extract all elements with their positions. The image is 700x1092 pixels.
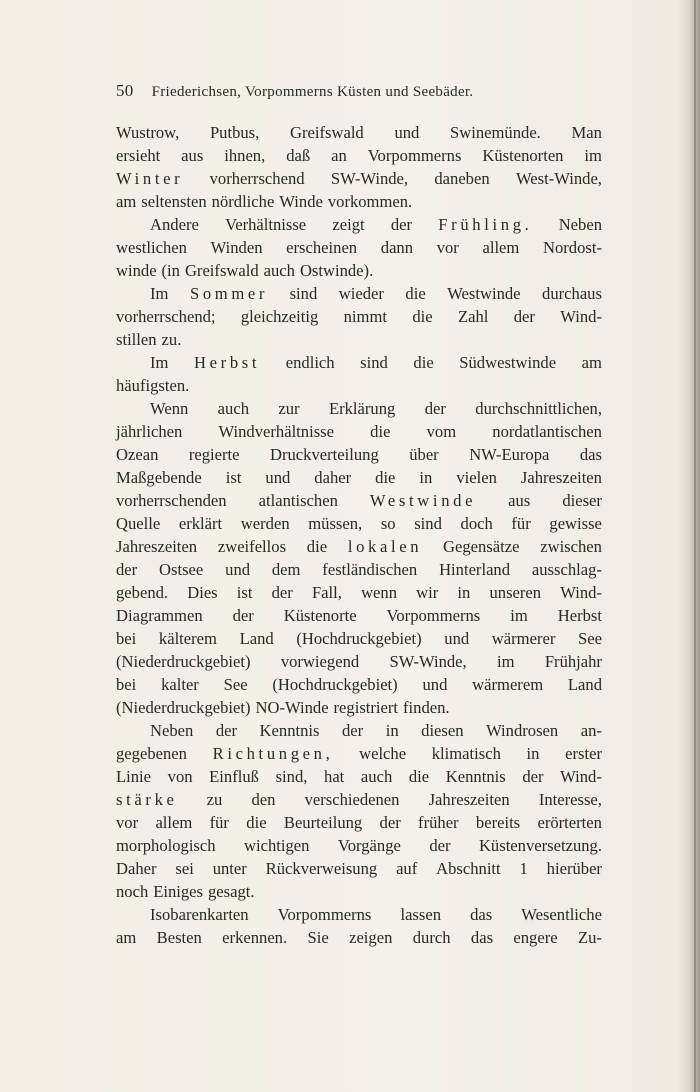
word: Abschnitt xyxy=(436,859,501,878)
word: wir xyxy=(416,583,439,602)
text-line xyxy=(116,443,602,466)
word: das xyxy=(470,928,494,947)
text-line xyxy=(116,903,602,926)
word: Herbst xyxy=(557,606,602,625)
word: vielen xyxy=(456,468,497,487)
word: vor xyxy=(436,238,459,257)
word: auch xyxy=(217,399,249,418)
word: auch xyxy=(263,261,295,280)
word: erkennen. xyxy=(222,928,288,947)
text-line xyxy=(116,121,602,144)
word: Rückverweisung xyxy=(265,859,378,878)
word: unter xyxy=(212,859,247,878)
word: Dies xyxy=(187,583,218,602)
text-line xyxy=(116,282,602,305)
text-line xyxy=(116,236,602,259)
word: der xyxy=(271,583,293,602)
word: See xyxy=(223,675,248,694)
word: die xyxy=(246,813,267,832)
word: und xyxy=(265,468,291,487)
word: müssen, xyxy=(308,514,363,533)
text-line xyxy=(116,512,602,535)
word: Verhältnisse xyxy=(225,215,307,234)
word: lassen xyxy=(400,905,442,924)
word: Einfluß xyxy=(209,767,259,786)
word: Westwinde xyxy=(369,491,477,510)
word: allem xyxy=(155,813,193,832)
word: durchaus xyxy=(542,284,602,303)
word: der xyxy=(341,721,364,740)
word: das xyxy=(470,905,493,924)
text-line xyxy=(116,650,602,673)
word: Ostsee xyxy=(159,560,204,579)
word: der xyxy=(429,836,451,855)
text-line xyxy=(116,190,602,213)
word: der xyxy=(522,767,544,786)
word: sind, xyxy=(275,767,308,786)
word: Swinemünde. xyxy=(450,123,541,142)
word: Vorpommerns xyxy=(367,146,462,165)
word: Andere xyxy=(150,215,199,234)
word: See xyxy=(577,629,602,648)
word: nimmt xyxy=(343,307,387,326)
text-line xyxy=(116,788,602,811)
word: West-Winde, xyxy=(515,169,602,188)
word: (in xyxy=(161,261,180,280)
word: zeigen xyxy=(349,928,393,947)
word: (Hochdruckgebiet) xyxy=(272,675,398,694)
word: stillen xyxy=(116,330,157,349)
word: im xyxy=(584,146,602,165)
body-text xyxy=(116,121,602,949)
word: Wesentliche xyxy=(521,905,602,924)
word: hat xyxy=(324,767,345,786)
word: an xyxy=(331,146,347,165)
word: für xyxy=(511,514,531,533)
word: Druckverteilung xyxy=(270,445,379,464)
text-line xyxy=(116,834,602,857)
word: wärmerer xyxy=(491,629,556,648)
word: nordatlantischen xyxy=(492,422,602,441)
word: sind xyxy=(289,284,318,303)
word: noch xyxy=(116,882,149,901)
text-line xyxy=(116,213,602,236)
word: vorkommen. xyxy=(327,192,413,211)
word: der xyxy=(513,307,535,326)
word: bei xyxy=(116,675,137,694)
word: daß xyxy=(286,146,311,165)
word: für xyxy=(209,813,229,832)
text-line xyxy=(116,328,602,351)
word: der xyxy=(116,560,138,579)
word: ausschlag- xyxy=(531,560,602,579)
word: gewisse xyxy=(549,514,602,533)
word: so xyxy=(380,514,396,533)
text-line xyxy=(116,167,602,190)
word: Linie xyxy=(116,767,152,786)
word: vorherrschend xyxy=(209,169,305,188)
word: Wind- xyxy=(560,767,602,786)
word: engere xyxy=(513,928,558,947)
word: die xyxy=(412,307,433,326)
word: die xyxy=(408,767,430,786)
word: (Niederdruckgebiet) xyxy=(116,698,251,717)
word: lokalen xyxy=(347,537,423,556)
word: in xyxy=(419,468,433,487)
page-header xyxy=(116,81,536,103)
word: durch xyxy=(412,928,451,947)
word: erscheinen xyxy=(286,238,358,257)
word: wieder xyxy=(338,284,384,303)
word: und xyxy=(422,675,448,694)
text-line xyxy=(116,535,602,558)
word: Greifswald xyxy=(184,261,259,280)
word: Neben xyxy=(558,215,602,234)
word: kalter xyxy=(161,675,199,694)
text-line xyxy=(116,259,602,282)
text-line xyxy=(116,581,602,604)
word: vom xyxy=(426,422,457,441)
word: die xyxy=(375,468,396,487)
word: ihnen, xyxy=(224,146,266,165)
word: Hinterland xyxy=(439,560,511,579)
word: Fall, xyxy=(311,583,342,602)
word: NW-Europa xyxy=(469,445,550,464)
word: in xyxy=(526,744,540,763)
word: Maßgebende xyxy=(116,468,202,487)
word: Greifswald xyxy=(290,123,364,142)
text-line xyxy=(116,926,602,949)
text-line xyxy=(116,765,602,788)
word: der xyxy=(215,721,238,740)
word: am xyxy=(116,192,137,211)
word: am xyxy=(581,353,602,372)
word: ist xyxy=(225,468,242,487)
word: Küstenorten xyxy=(482,146,564,165)
word: im xyxy=(510,606,528,625)
word: atlantischen xyxy=(258,491,338,510)
word: Kenntnis xyxy=(259,721,320,740)
word: Land xyxy=(239,629,274,648)
word: Man xyxy=(571,123,602,142)
word: Land xyxy=(567,675,602,694)
word: Jahreszeiten xyxy=(428,790,510,809)
word: dann xyxy=(380,238,414,257)
word: Jahreszeiten xyxy=(520,468,602,487)
word: Zahl xyxy=(457,307,489,326)
word: erörterten xyxy=(537,813,602,832)
text-line xyxy=(116,604,602,627)
word: Zu- xyxy=(577,928,602,947)
word: zeigt xyxy=(332,215,365,234)
word: werden xyxy=(240,514,290,533)
word: der xyxy=(379,813,401,832)
page-number: 50 xyxy=(116,81,134,100)
word: Richtungen, xyxy=(212,744,334,763)
word: doch xyxy=(460,514,493,533)
word: Putbus, xyxy=(209,123,260,142)
word: diesen xyxy=(421,721,464,740)
word: Isobarenkarten xyxy=(150,905,249,924)
word: bei xyxy=(116,629,137,648)
word: Beurteilung xyxy=(283,813,363,832)
word: Frühling. xyxy=(438,215,533,234)
word: sind xyxy=(414,514,442,533)
word: zur xyxy=(278,399,300,418)
word: NO-Winde xyxy=(255,698,329,717)
word: wichtigen xyxy=(244,836,310,855)
word: daher xyxy=(314,468,352,487)
word: Küstenorte xyxy=(283,606,357,625)
word: Windrosen xyxy=(486,721,559,740)
word: Daher xyxy=(116,859,157,878)
word: regierte xyxy=(188,445,240,464)
word: winde xyxy=(116,261,157,280)
word: aus xyxy=(508,491,531,510)
word: Quelle xyxy=(116,514,161,533)
word: durchschnittlichen, xyxy=(475,399,602,418)
word: 1 xyxy=(519,859,528,878)
text-line xyxy=(116,305,602,328)
word: klimatisch xyxy=(431,744,501,763)
word: registriert xyxy=(333,698,399,717)
text-line xyxy=(116,719,602,742)
word: Kenntnis xyxy=(445,767,506,786)
word: Ozean xyxy=(116,445,159,464)
word: das xyxy=(579,445,602,464)
word: im xyxy=(496,652,515,671)
text-line xyxy=(116,558,602,581)
word: unseren xyxy=(489,583,542,602)
word: ist xyxy=(236,583,253,602)
word: in xyxy=(385,721,399,740)
word: die xyxy=(405,284,426,303)
word: gegebenen xyxy=(116,744,187,763)
text-line xyxy=(116,880,602,903)
word: Neben xyxy=(150,721,194,740)
word: vorwiegend xyxy=(280,652,360,671)
word: Interesse, xyxy=(538,790,602,809)
word: westlichen xyxy=(116,238,187,257)
word: den xyxy=(251,790,276,809)
word: in xyxy=(457,583,471,602)
word: nördliche xyxy=(211,192,275,211)
word: Besten xyxy=(156,928,202,947)
word: jährlichen xyxy=(116,422,183,441)
word: gesagt. xyxy=(207,882,255,901)
word: gleichzeitig xyxy=(240,307,319,326)
word: Wustrow, xyxy=(116,123,180,142)
word: zwischen xyxy=(540,537,602,556)
word: die xyxy=(306,537,328,556)
word: vorherrschend; xyxy=(116,307,216,326)
word: auch xyxy=(360,767,393,786)
word: Herbst xyxy=(194,353,261,372)
word: Winden xyxy=(210,238,263,257)
word: wenn xyxy=(361,583,398,602)
word: (Hochdruckgebiet) xyxy=(296,629,422,648)
text-line xyxy=(116,466,602,489)
word: zweifellos xyxy=(217,537,287,556)
word: Gegensätze xyxy=(442,537,520,556)
word: Frühjahr xyxy=(544,652,602,671)
word: über xyxy=(409,445,439,464)
word: sei xyxy=(175,859,194,878)
word: Wind- xyxy=(560,583,602,602)
word: kälterem xyxy=(158,629,217,648)
text-line xyxy=(116,420,602,443)
word: auf xyxy=(396,859,418,878)
word: stärke xyxy=(116,790,178,809)
word: und xyxy=(225,560,251,579)
word: ersieht xyxy=(116,146,161,165)
word: Windverhältnisse xyxy=(218,422,334,441)
word: Vorpommerns xyxy=(277,905,372,924)
word: Jahreszeiten xyxy=(116,537,198,556)
word: gebend. xyxy=(116,583,169,602)
word: erster xyxy=(565,744,602,763)
word: morphologisch xyxy=(116,836,216,855)
word: vor xyxy=(116,813,139,832)
word: Sommer xyxy=(189,284,269,303)
word: (Niederdruckgebiet) xyxy=(116,652,251,671)
word: SW-Winde, xyxy=(389,652,467,671)
word: Südwestwinde xyxy=(459,353,557,372)
word: welche xyxy=(359,744,407,763)
text-line xyxy=(116,374,602,397)
word: verschiedenen xyxy=(304,790,400,809)
word: Diagrammen xyxy=(116,606,203,625)
word: früher xyxy=(418,813,459,832)
word: seltensten xyxy=(141,192,207,211)
text-line xyxy=(116,351,602,374)
word: Winter xyxy=(116,169,184,188)
word: der xyxy=(232,606,254,625)
page-edge-line xyxy=(694,0,696,1092)
word: Sie xyxy=(307,928,329,947)
word: Im xyxy=(150,284,169,303)
text-line xyxy=(116,811,602,834)
word: und xyxy=(444,629,470,648)
word: bereits xyxy=(475,813,521,832)
text-line xyxy=(116,857,602,880)
text-line xyxy=(116,673,602,696)
text-line xyxy=(116,742,602,765)
word: daneben xyxy=(434,169,490,188)
word: aus xyxy=(181,146,204,165)
word: der xyxy=(424,399,446,418)
word: hierüber xyxy=(546,859,602,878)
word: Westwinde xyxy=(447,284,521,303)
word: Einiges xyxy=(153,882,204,901)
word: Nordost- xyxy=(542,238,602,257)
text-line xyxy=(116,489,602,512)
word: dieser xyxy=(562,491,602,510)
word: allem xyxy=(482,238,520,257)
word: erklärt xyxy=(178,514,223,533)
word: vorherrschenden xyxy=(116,491,227,510)
word: am xyxy=(116,928,137,947)
word: zu xyxy=(206,790,223,809)
text-line xyxy=(116,696,602,719)
word: festländischen xyxy=(322,560,418,579)
word: finden. xyxy=(403,698,450,717)
text-line xyxy=(116,397,602,420)
word: Küstenversetzung. xyxy=(478,836,602,855)
word: Wenn xyxy=(150,399,189,418)
word: häufigsten. xyxy=(116,376,190,395)
text-line xyxy=(116,144,602,167)
running-title: Friederichsen, Vorpommerns Küsten und Seebäder. xyxy=(151,84,474,100)
text-line xyxy=(116,627,602,650)
word: Vorgänge xyxy=(337,836,401,855)
word: endlich xyxy=(285,353,335,372)
word: die xyxy=(413,353,434,372)
word: wärmerem xyxy=(472,675,544,694)
page-edge-shadow xyxy=(678,0,700,1092)
word: dem xyxy=(271,560,301,579)
word: und xyxy=(394,123,420,142)
word: an- xyxy=(580,721,602,740)
word: Vorpommerns xyxy=(386,606,481,625)
word: von xyxy=(167,767,193,786)
word: zu. xyxy=(161,330,182,349)
word: die xyxy=(370,422,391,441)
word: sind xyxy=(360,353,388,372)
word: Im xyxy=(150,353,169,372)
word: Ostwinde). xyxy=(299,261,374,280)
word: Wind- xyxy=(560,307,602,326)
word: der xyxy=(390,215,413,234)
word: Erklärung xyxy=(328,399,396,418)
word: SW-Winde, xyxy=(330,169,409,188)
word: Winde xyxy=(279,192,323,211)
